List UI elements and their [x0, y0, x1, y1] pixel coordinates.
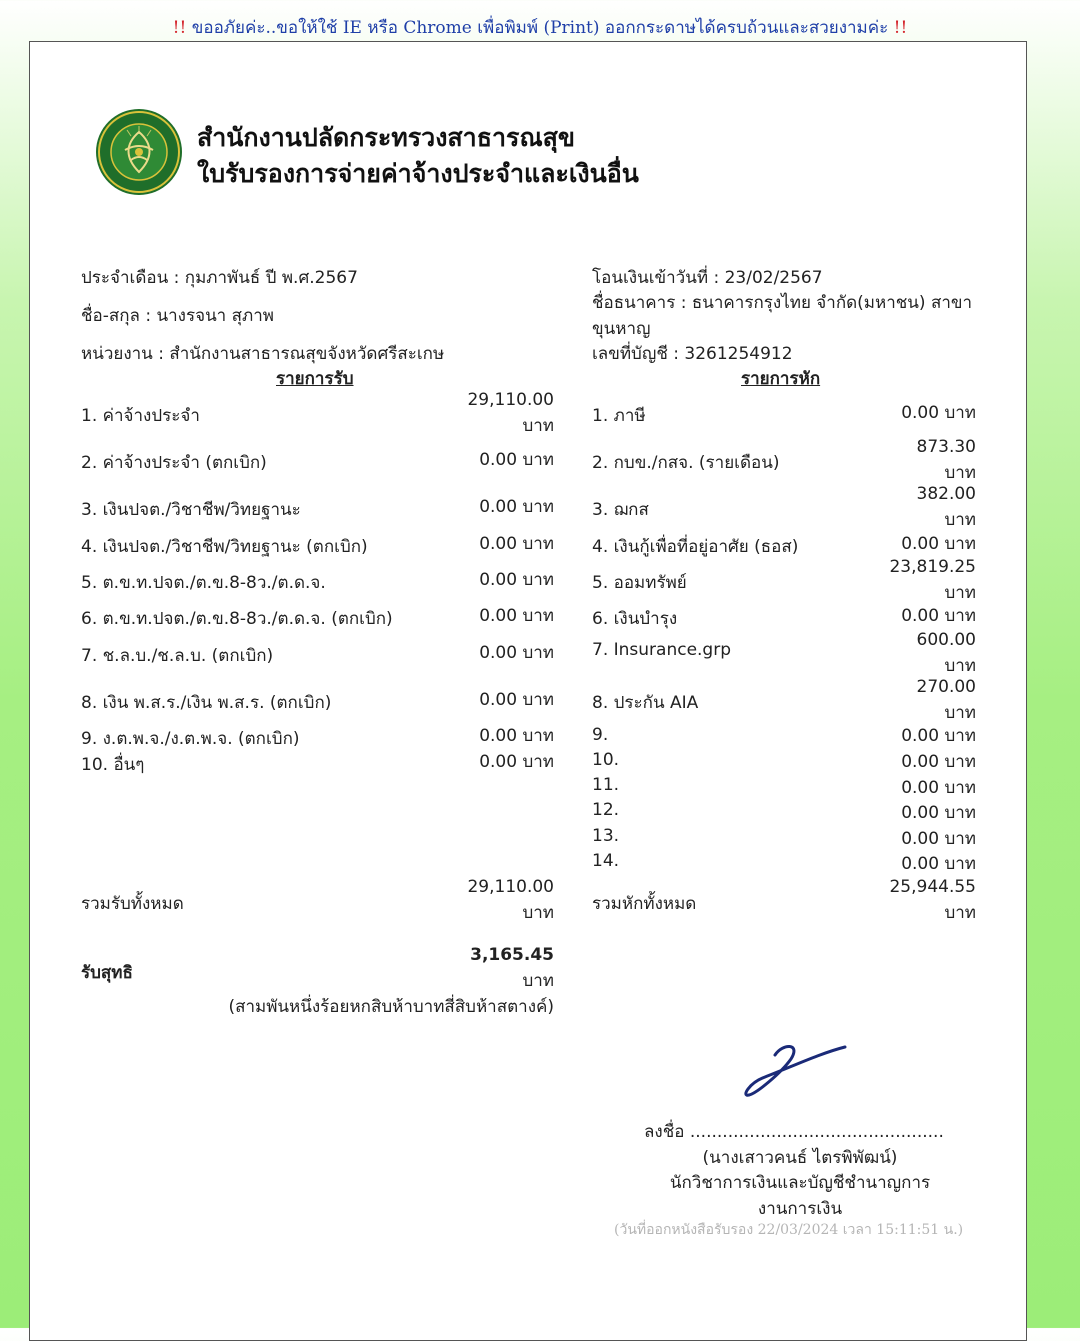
income-total-value: 29,110.00 [467, 877, 554, 897]
deduction-item-amount [917, 627, 976, 679]
deduction-amount-value: 270.00 [916, 677, 976, 697]
deduction-item-label: 9. [592, 725, 609, 745]
issue-timestamp: (วันที่ออกหนังสือรับรอง 22/03/2024 เวลา 15:11:51 น.) [614, 1222, 964, 1238]
income-item-label: 4. เงินปจต./วิชาชีพ/วิทยฐานะ (ตกเบิก) [81, 537, 368, 557]
notice-bang-right: !! [893, 18, 908, 38]
deduction-item-amount: 0.00 บาท [901, 752, 976, 772]
deduction-item-label: 13. [592, 826, 620, 846]
income-item-amount: 0.00 บาท [479, 726, 554, 746]
deduction-item-label: 11. [592, 775, 620, 795]
deductions-total-value: 25,944.55 [889, 877, 976, 897]
deduction-item-label: 6. เงินบำรุง [592, 609, 678, 629]
ministry-seal-logo [95, 108, 183, 196]
income-item-label: 10. อื่นๆ [81, 755, 145, 775]
deduction-item-amount: 0.00 บาท [901, 726, 976, 746]
account-number: เลขที่บัญชี : 3261254912 [592, 344, 793, 364]
deduction-item-label: 14. [592, 851, 620, 871]
net-pay-in-words: (สามพันหนึ่งร้อยหกสิบห้าบาทสี่สิบห้าสตางค์) [228, 997, 554, 1017]
deduction-amount-unit: บาท [944, 703, 976, 723]
signer-position: นักวิชาการเงินและบัญชีชำนาญการ [669, 1173, 931, 1193]
deduction-amount-unit: บาท [944, 463, 976, 483]
income-heading: รายการรับ [276, 369, 354, 389]
deduction-amount-unit: บาท [944, 510, 976, 530]
deduction-item-amount [917, 674, 976, 726]
net-pay-unit: บาท [522, 971, 554, 991]
deductions-heading: รายการหัก [741, 369, 821, 389]
handwritten-signature [735, 1037, 855, 1102]
deductions-total-amount [889, 874, 976, 926]
income-item-label: 5. ต.ข.ท.ปจต./ต.ข.8-8ว./ต.ด.จ. [81, 573, 326, 593]
deduction-item-label: 2. กบข./กสจ. (รายเดือน) [592, 453, 780, 473]
income-item-amount: 0.00 บาท [479, 643, 554, 663]
deduction-item-amount: 0.00 บาท [901, 829, 976, 849]
net-pay-label: รับสุทธิ [81, 963, 133, 983]
signer-department: งานการเงิน [757, 1199, 843, 1219]
income-item-amount: 0.00 บาท [479, 606, 554, 626]
deduction-item-amount [917, 434, 976, 486]
income-total-unit: บาท [522, 903, 554, 923]
deduction-amount-unit: บาท [944, 583, 976, 603]
deduction-item-label: 5. ออมทรัพย์ [592, 573, 687, 593]
deduction-item-label: 3. ฌกส [592, 500, 649, 520]
deduction-item-label: 4. เงินกู้เพื่อที่อยู่อาศัย (ธอส) [592, 537, 799, 557]
income-item-amount: 0.00 บาท [479, 497, 554, 517]
sign-line: ลงชื่อ ............................................... [644, 1122, 944, 1142]
deduction-amount-value: 600.00 [916, 630, 976, 650]
deduction-item-amount: 0.00 บาท [901, 803, 976, 823]
deduction-item-amount: 0.00 บาท [901, 534, 976, 554]
deduction-item-label: 12. [592, 800, 620, 820]
income-item-label: 9. ง.ต.พ.จ./ง.ต.พ.จ. (ตกเบิก) [81, 729, 300, 749]
income-item-label: 2. ค่าจ้างประจำ (ตกเบิก) [81, 453, 267, 473]
deduction-amount-unit: บาท [944, 656, 976, 676]
browser-notice [0, 14, 1080, 41]
deduction-item-label: 10. [592, 750, 620, 770]
deduction-amount-value: 873.30 [916, 437, 976, 457]
employee-name: ชื่อ-สกุล : นางรจนา สุภาพ [81, 306, 274, 326]
income-amount-unit: บาท [522, 416, 554, 436]
income-total-label: รวมรับทั้งหมด [81, 894, 184, 914]
income-item-amount: 0.00 บาท [479, 752, 554, 772]
deduction-item-amount: 0.00 บาท [901, 403, 976, 423]
deductions-total-unit: บาท [944, 903, 976, 923]
notice-text: ขออภัยค่ะ..ขอให้ใช้ IE หรือ Chrome เพื่อพิมพ์ (Print) ออกกระดาษได้ครบถ้วนและสวยงามค่ะ [191, 18, 889, 38]
income-item-label: 7. ช.ล.บ./ช.ล.บ. (ตกเบิก) [81, 646, 274, 666]
deduction-item-amount: 0.00 บาท [901, 854, 976, 874]
income-item-label: 1. ค่าจ้างประจำ [81, 406, 200, 426]
deduction-item-amount: 0.00 บาท [901, 606, 976, 626]
deductions-total-label: รวมหักทั้งหมด [592, 894, 697, 914]
income-item-amount: 0.00 บาท [479, 570, 554, 590]
deduction-amount-value: 382.00 [916, 484, 976, 504]
income-item-amount [467, 387, 554, 439]
bank-name: ชื่อธนาคาร : ธนาคารกรุงไทย จำกัด(มหาชน) สาขา [592, 293, 973, 313]
income-item-amount: 0.00 บาท [479, 450, 554, 470]
work-unit: หน่วยงาน : สำนักงานสาธารณสุขจังหวัดศรีสะเกษ [81, 344, 445, 364]
document-title: ใบรับรองการจ่ายค่าจ้างประจำและเงินอื่น [197, 159, 639, 188]
deduction-item-amount [889, 554, 976, 606]
transfer-date: โอนเงินเข้าวันที่ : 23/02/2567 [592, 268, 823, 288]
income-item-amount: 0.00 บาท [479, 534, 554, 554]
bank-branch: ขุนหาญ [592, 319, 651, 339]
notice-bang-left: !! [172, 18, 187, 38]
net-pay-amount [228, 942, 554, 1020]
org-name: สำนักงานปลัดกระทรวงสาธารณสุข [197, 123, 575, 152]
income-item-amount: 0.00 บาท [479, 690, 554, 710]
deduction-item-label: 7. Insurance.grp [592, 640, 732, 660]
pay-month: ประจำเดือน : กุมภาพันธ์ ปี พ.ศ.2567 [81, 268, 358, 288]
signer-name: (นางเสาวคนธ์ ไตรพิพัฒน์) [702, 1148, 898, 1168]
income-item-label: 6. ต.ข.ท.ปจต./ต.ข.8-8ว./ต.ด.จ. (ตกเบิก) [81, 609, 393, 629]
income-item-label: 8. เงิน พ.ส.ร./เงิน พ.ส.ร. (ตกเบิก) [81, 693, 332, 713]
income-total-amount [467, 874, 554, 926]
deduction-amount-value: 23,819.25 [889, 557, 976, 577]
deduction-item-label: 8. ประกัน AIA [592, 693, 699, 713]
deduction-item-amount: 0.00 บาท [901, 778, 976, 798]
income-item-label: 3. เงินปจต./วิชาชีพ/วิทยฐานะ [81, 500, 301, 520]
deduction-item-amount [917, 481, 976, 533]
certificate-paper [29, 41, 1027, 1341]
net-pay-value: 3,165.45 [470, 945, 554, 965]
deduction-item-label: 1. ภาษี [592, 406, 646, 426]
income-amount-value: 29,110.00 [467, 390, 554, 410]
